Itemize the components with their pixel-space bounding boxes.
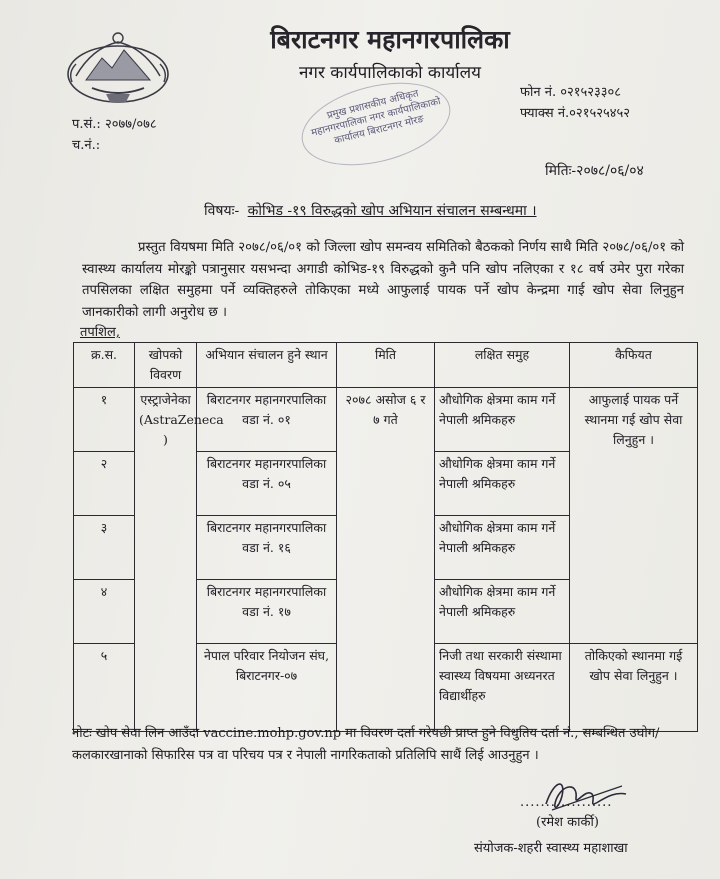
schedule-table: [73, 342, 698, 732]
header-serial: क्र.स.: [74, 343, 135, 388]
note-paragraph: नोटः खोप सेवा लिन आउँदा vaccine.mohp.gov.np मा विवरण दर्ता गरेपछी प्राप्त हुने विधुतिय दर्ता नं., सम्बन्धित उघोग/कलकारखानाको सिफारिस पत्र वा परिचय पत्र र नेपाली नागरिकताको प्रतिलिपि साथैं लिई आउनुहुन ।: [72, 726, 660, 763]
table-label: तपशिल,: [80, 325, 120, 340]
table-row: [74, 388, 698, 452]
row-location: बिराटनगर महानगरपालिका वडा नं. ०५: [197, 452, 337, 516]
subject-label: विषयः-: [204, 203, 240, 219]
row-serial: २: [74, 452, 135, 516]
row-location: बिराटनगर महानगरपालिका वडा नं. १६: [197, 516, 337, 580]
remark-assigned-site: तोकिएको स्थानमा गई खोप सेवा लिनुहुन ।: [570, 644, 698, 732]
campaign-date: २०७८ असोज ६ र ७ गते: [337, 388, 435, 732]
stamp-text: प्रमुख प्रशासकीय अधिकृत महानगरपालिका नगर कार्यपालिकाको कार्यालय बिराटनगर मोरङ: [310, 88, 442, 147]
subject-line: [204, 201, 537, 220]
office-title: बिराटनगर महानगरपालिका: [270, 25, 510, 54]
row-target-group: औधोगिक क्षेत्रमा काम गर्ने नेपाली श्रमिकहरु: [435, 516, 570, 580]
header-remarks: कैफियत: [570, 343, 698, 388]
fax-number: फ्याक्स नं.०२१५२५४५२: [520, 106, 631, 121]
row-serial: ३: [74, 516, 135, 580]
dispatch-number: च.नं.:: [72, 138, 101, 153]
vaccine-name: एस्ट्राजेनेका (AstraZeneca ): [135, 388, 197, 732]
row-location: बिराटनगर महानगरपालिका वडा नं. ०१: [197, 388, 337, 452]
table-header-row: [74, 343, 698, 388]
row-target-group: औधोगिक क्षेत्रमा काम गर्ने नेपाली श्रमिकहरु: [435, 452, 570, 516]
row-location: बिराटनगर महानगरपालिका वडा नं. १७: [197, 580, 337, 644]
row-target-group: औधोगिक क्षेत्रमा काम गर्ने नेपाली श्रमिकहरु: [435, 388, 570, 452]
signature-line: ..................: [520, 795, 613, 810]
subject-text: कोभिड -१९ विरुद्धको खोप अभियान संचालन सम्बन्धमा ।: [247, 203, 537, 219]
body-paragraph: प्रस्तुत वियषमा मिति २०७८/०६/०१ को जिल्ला खोप समन्वय समितिको बैठकको निर्णय साथै मिति २०७८/०६/०१ को स्वास्थ्य कार्यालय मोरङ्को पत्रानुसार यसभन्दा अगाडी कोभिड-१९ विरुद्धको कुनै पनि खोप नलिएका र १८ वर्ष उमेर पुरा गरेका तपसिलका लक्षित समुहमा पर्ने व्यक्तिहरुले तोकिएका मध्ये आफुलाई पायक पर्ने खोप केन्द्रमा गाई खोप सेवा लिनुहुन जानकारीको लागी अनुरोध छ ।: [82, 240, 684, 320]
nepal-emblem-icon: [62, 28, 174, 108]
header-target-group: लक्षित समुह: [435, 343, 570, 388]
row-serial: १: [74, 388, 135, 452]
header-date: मिति: [337, 343, 435, 388]
row-target-group: औधोगिक क्षेत्रमा काम गर्ने नेपाली श्रमिकहरु: [435, 580, 570, 644]
header-vaccine: खोपको विवरण: [135, 343, 197, 388]
reference-block: [72, 114, 157, 156]
contact-block: [520, 82, 630, 124]
signer-role: संयोजक-शहरी स्वास्थ्य महाशाखा: [474, 841, 628, 856]
row-serial: ४: [74, 580, 135, 644]
phone-number: फोन नं. ०२१५२३३०८: [520, 85, 622, 100]
letter-date: मितिः-२०७८/०६/०४: [545, 163, 644, 179]
remark-self-choice: आफुलाई पायक पर्ने स्थानमा गई खोप सेवा लिनुहुन ।: [570, 388, 698, 644]
row-location: नेपाल परिवार नियोजन संघ, बिराटनगर-०७: [197, 644, 337, 732]
row-target-group: निजी तथा सरकारी संस्थामा स्वास्थ्य विषयमा अध्यनरत विद्यार्थीहरु: [435, 644, 570, 732]
office-subtitle: नगर कार्यपालिकाको कार्यालय: [298, 63, 482, 83]
signer-name: (रमेश कार्की): [536, 815, 599, 830]
header-location: अभियान संचालन हुने स्थान: [197, 343, 337, 388]
row-serial: ५: [74, 644, 135, 732]
reference-number: प.सं.: २०७७/०७८: [72, 117, 157, 132]
